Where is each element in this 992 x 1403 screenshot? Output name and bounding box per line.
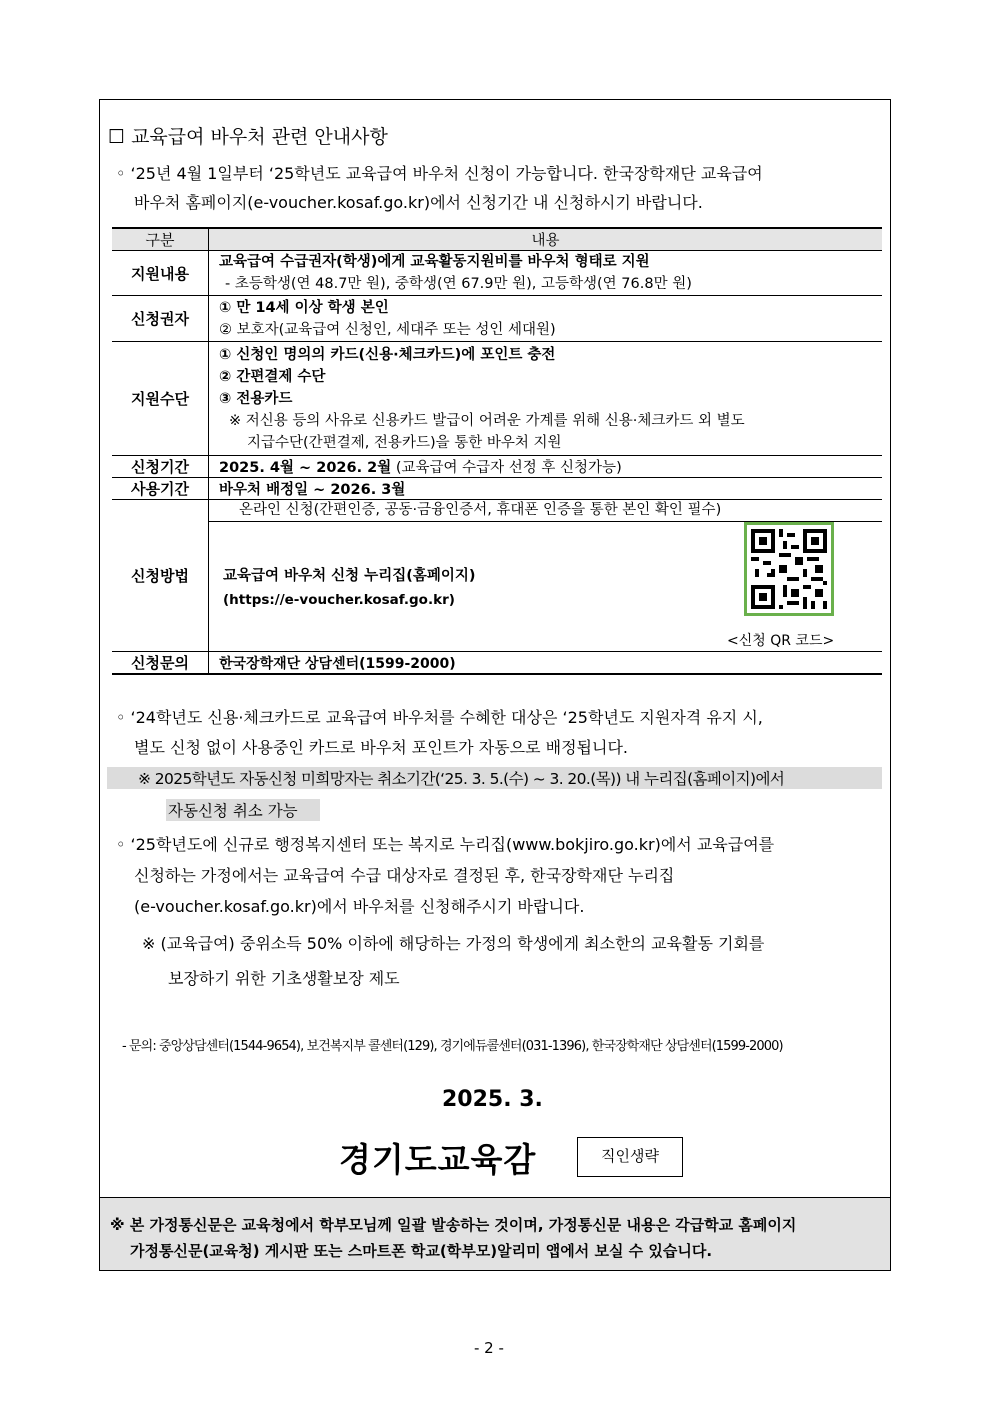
support-content-line-1: 교육급여 수급권자(학생)에게 교육활동지원비를 바우처 형태로 지원 xyxy=(219,254,650,270)
method-url: (https://e-voucher.kosaf.go.kr) xyxy=(223,592,455,608)
means-line-3: ③ 전용카드 xyxy=(219,390,293,407)
p3-line-1: ◦ ‘25학년도에 신규로 행정복지센터 또는 복지로 누리집(www.bokjiro.go.kr)에서 교육급여를 xyxy=(116,835,775,854)
p2-line-2: 별도 신청 없이 사용중인 카드로 바우처 포인트가 자동으로 배정됩니다. xyxy=(134,738,628,757)
use-period-value: 바우처 배정일 ~ 2026. 3월 xyxy=(209,478,883,500)
method-site: 교육급여 바우처 신청 누리집(홈페이지) xyxy=(223,568,476,584)
footer-line-2: 가정통신문(교육청) 게시판 또는 스마트폰 학교(학부모)알리미 앱에서 보실 수 있습니다. xyxy=(130,1242,713,1260)
means-note-1: ※ 저신용 등의 사유로 신용카드 발급이 어려운 가계를 위해 신용·체크카드 외 별도 xyxy=(229,412,745,429)
label-method: 신청방법 xyxy=(112,500,209,652)
row-inquiry xyxy=(112,652,882,675)
row-use-period xyxy=(112,478,882,500)
label-inquiry: 신청문의 xyxy=(112,652,209,675)
support-content-line-2: - 초등학생(연 48.7만 원), 중학생(연 67.9만 원), 고등학생(연 76.8만 원) xyxy=(225,276,692,292)
period-condition: (교육급여 수급자 선정 후 신청가능) xyxy=(391,460,622,476)
label-applicant: 신청권자 xyxy=(112,296,209,342)
intro-line-2: 바우처 홈페이지(e-voucher.kosaf.go.kr)에서 신청기간 내 신청하시기 바랍니다. xyxy=(134,193,703,212)
p2-line-1 xyxy=(116,705,763,728)
p3-line-2: 신청하는 가정에서는 교육급여 수급 대상자로 결정된 후, 한국장학재단 누리집 xyxy=(134,866,675,885)
method-online: 온라인 신청(간편인증, 공동·금융인증서, 휴대폰 인증을 통한 본인 확인 필수) xyxy=(209,500,882,522)
issue-date: 2025. 3. xyxy=(442,1087,543,1112)
row-applicant xyxy=(112,296,882,342)
label-means: 지원수단 xyxy=(112,342,209,456)
section-title: ☐ 교육급여 바우처 관련 안내사항 xyxy=(108,126,388,148)
superintendent-title: 경기도교육감 xyxy=(339,1140,537,1179)
row-support-content xyxy=(112,251,882,296)
applicant-line-1: ① 만 14세 이상 학생 본인 xyxy=(219,299,389,316)
p3-line-3: (e-voucher.kosaf.go.kr)에서 바우처를 신청해주시기 바랍니다. xyxy=(134,897,585,916)
footer-notice xyxy=(100,1197,890,1270)
qr-caption: <신청 QR 코드> xyxy=(727,633,835,649)
p2-note-1: ※ 2025학년도 자동신청 미희망자는 취소기간(‘25. 3. 5.(수) ~ 3. 20.(목)) 내 누리집(홈페이지)에서 xyxy=(138,770,785,788)
row-means xyxy=(112,342,882,456)
p2-line-1-text: ◦ ‘24학년도 신용·체크카드로 교육급여 바우처를 수혜한 대상은 ‘25학년도 지원자격 유지 시, xyxy=(116,708,763,727)
header-category: 구분 xyxy=(112,228,209,251)
period-dates: 2025. 4월 ~ 2026. 2월 xyxy=(219,460,392,476)
label-use-period: 사용기간 xyxy=(112,478,209,500)
p3-note-2: 보장하기 위한 기초생활보장 제도 xyxy=(168,969,400,988)
table-header-row xyxy=(112,228,882,251)
intro-line-1: ◦ ‘25년 4월 1일부터 ‘25학년도 교육급여 바우처 신청이 가능합니다. 한국장학재단 교육급여 xyxy=(116,164,763,183)
contact-line: - 문의: 중앙상담센터(1544-9654), 보건복지부 콜센터(129), 경기에듀콜센터(031-1396), 한국장학재단 상담센터(1599-2000) xyxy=(122,1039,783,1054)
page-number: - 2 - xyxy=(474,1339,504,1357)
label-support-content: 지원내용 xyxy=(112,251,209,296)
inquiry-value: 한국장학재단 상담센터(1599-2000) xyxy=(209,652,883,675)
p2-note-2: 자동신청 취소 가능 xyxy=(168,802,298,820)
means-line-1: ① 신청인 명의의 카드(신용·체크카드)에 포인트 충전 xyxy=(219,346,556,363)
row-period xyxy=(112,456,882,478)
p3-note-1: ※ (교육급여) 중위소득 50% 이하에 해당하는 가정의 학생에게 최소한의 교육활동 기회를 xyxy=(142,934,765,953)
label-period: 신청기간 xyxy=(112,456,209,478)
header-content: 내용 xyxy=(209,228,883,251)
applicant-line-2: ② 보호자(교육급여 신청인, 세대주 또는 성인 세대원) xyxy=(219,321,556,338)
qr-code-icon[interactable] xyxy=(744,522,834,616)
seal-omitted-box: 직인생략 xyxy=(577,1137,683,1177)
means-line-2: ② 간편결제 수단 xyxy=(219,368,326,385)
means-note-2: 지급수단(간편결제, 전용카드)을 통한 바우처 지원 xyxy=(247,434,562,451)
footer-line-1: ※ 본 가정통신문은 교육청에서 학부모님께 일괄 발송하는 것이며, 가정통신문 내용은 각급학교 홈페이지 xyxy=(110,1216,797,1234)
